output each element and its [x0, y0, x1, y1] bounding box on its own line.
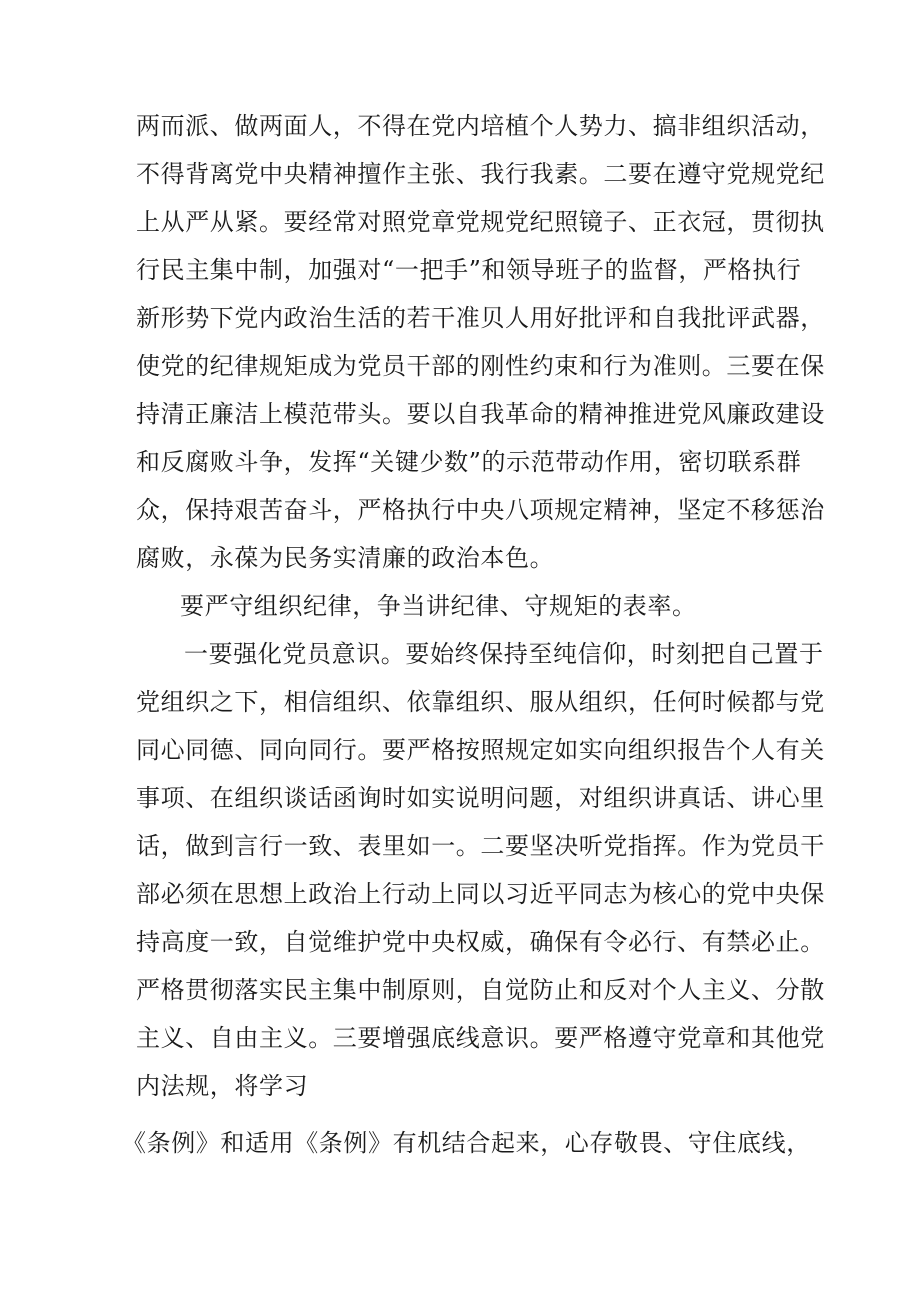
text-line-15: 事项、在组织谈话函询时如实说明问题，对组织讲真话、讲心里	[136, 784, 825, 812]
body-text	[136, 102, 825, 1110]
text-line-9: 众，保持艰苦奋斗，严格执行中央八项规定精神，坚定不移惩治	[136, 496, 825, 524]
text-line-14: 同心同德、同向同行。要严格按照规定如实向组织报告个人有关	[136, 736, 825, 764]
text-line-16: 话，做到言行一致、表里如一。二要坚决听党指挥。作为党员干	[136, 832, 825, 860]
text-line-10: 腐败，永葆为民务实清廉的政治本色。	[136, 544, 555, 572]
text-line-21: 内法规，将学习	[136, 1072, 309, 1100]
text-line-6: 使党的纪律规矩成为党员干部的刚性约束和行为准则。三要在保	[136, 352, 825, 380]
text-line-3: 上从严从紧。要经常对照党章党规党纪照镜子、正衣冠，贯彻执	[136, 208, 825, 236]
text-line-4: 行民主集中制，加强对“一把手”和领导班子的监督，严格执行	[136, 256, 802, 284]
text-line-8: 和反腐败斗争，发挥“关键少数”的示范带动作用，密切联系群	[136, 448, 802, 476]
text-line-2: 不得背离党中央精神擅作主张、我行我素。二要在遵守党规党纪	[136, 160, 825, 188]
text-line-19: 严格贯彻落实民主集中制原则，自觉防止和反对个人主义、分散	[136, 976, 825, 1004]
text-line-12: 一要强化党员意识。要始终保持至纯信仰，时刻把自己置于	[184, 640, 824, 668]
text-line-20: 主义、自由主义。三要增强底线意识。要严格遵守党章和其他党	[136, 1024, 825, 1052]
text-line-5: 新形势下党内政治生活的若干准贝人用好批评和自我批评武器，	[136, 304, 825, 332]
text-line-18: 持高度一致，自觉维护党中央权威，确保有令必行、有禁必止。	[136, 928, 825, 956]
text-line-7: 持清正廉洁上模范带头。要以自我革命的精神推进党风廉政建设	[136, 400, 825, 428]
text-line-1: 两而派、做两面人，不得在党内培植个人势力、搞非组织活动，	[136, 112, 825, 140]
text-line-17: 部必须在思想上政治上行动上同以习近平同志为核心的党中央保	[136, 880, 825, 908]
text-line-13: 党组织之下，相信组织、依靠组织、服从组织，任何时候都与党	[136, 688, 825, 716]
text-line-22: 《条例》和适用《条例》有机结合起来，心存敬畏、守住底线，	[122, 1129, 811, 1157]
section-heading: 要严守组织纪律，争当讲纪律、守规矩的表率。	[180, 592, 697, 620]
